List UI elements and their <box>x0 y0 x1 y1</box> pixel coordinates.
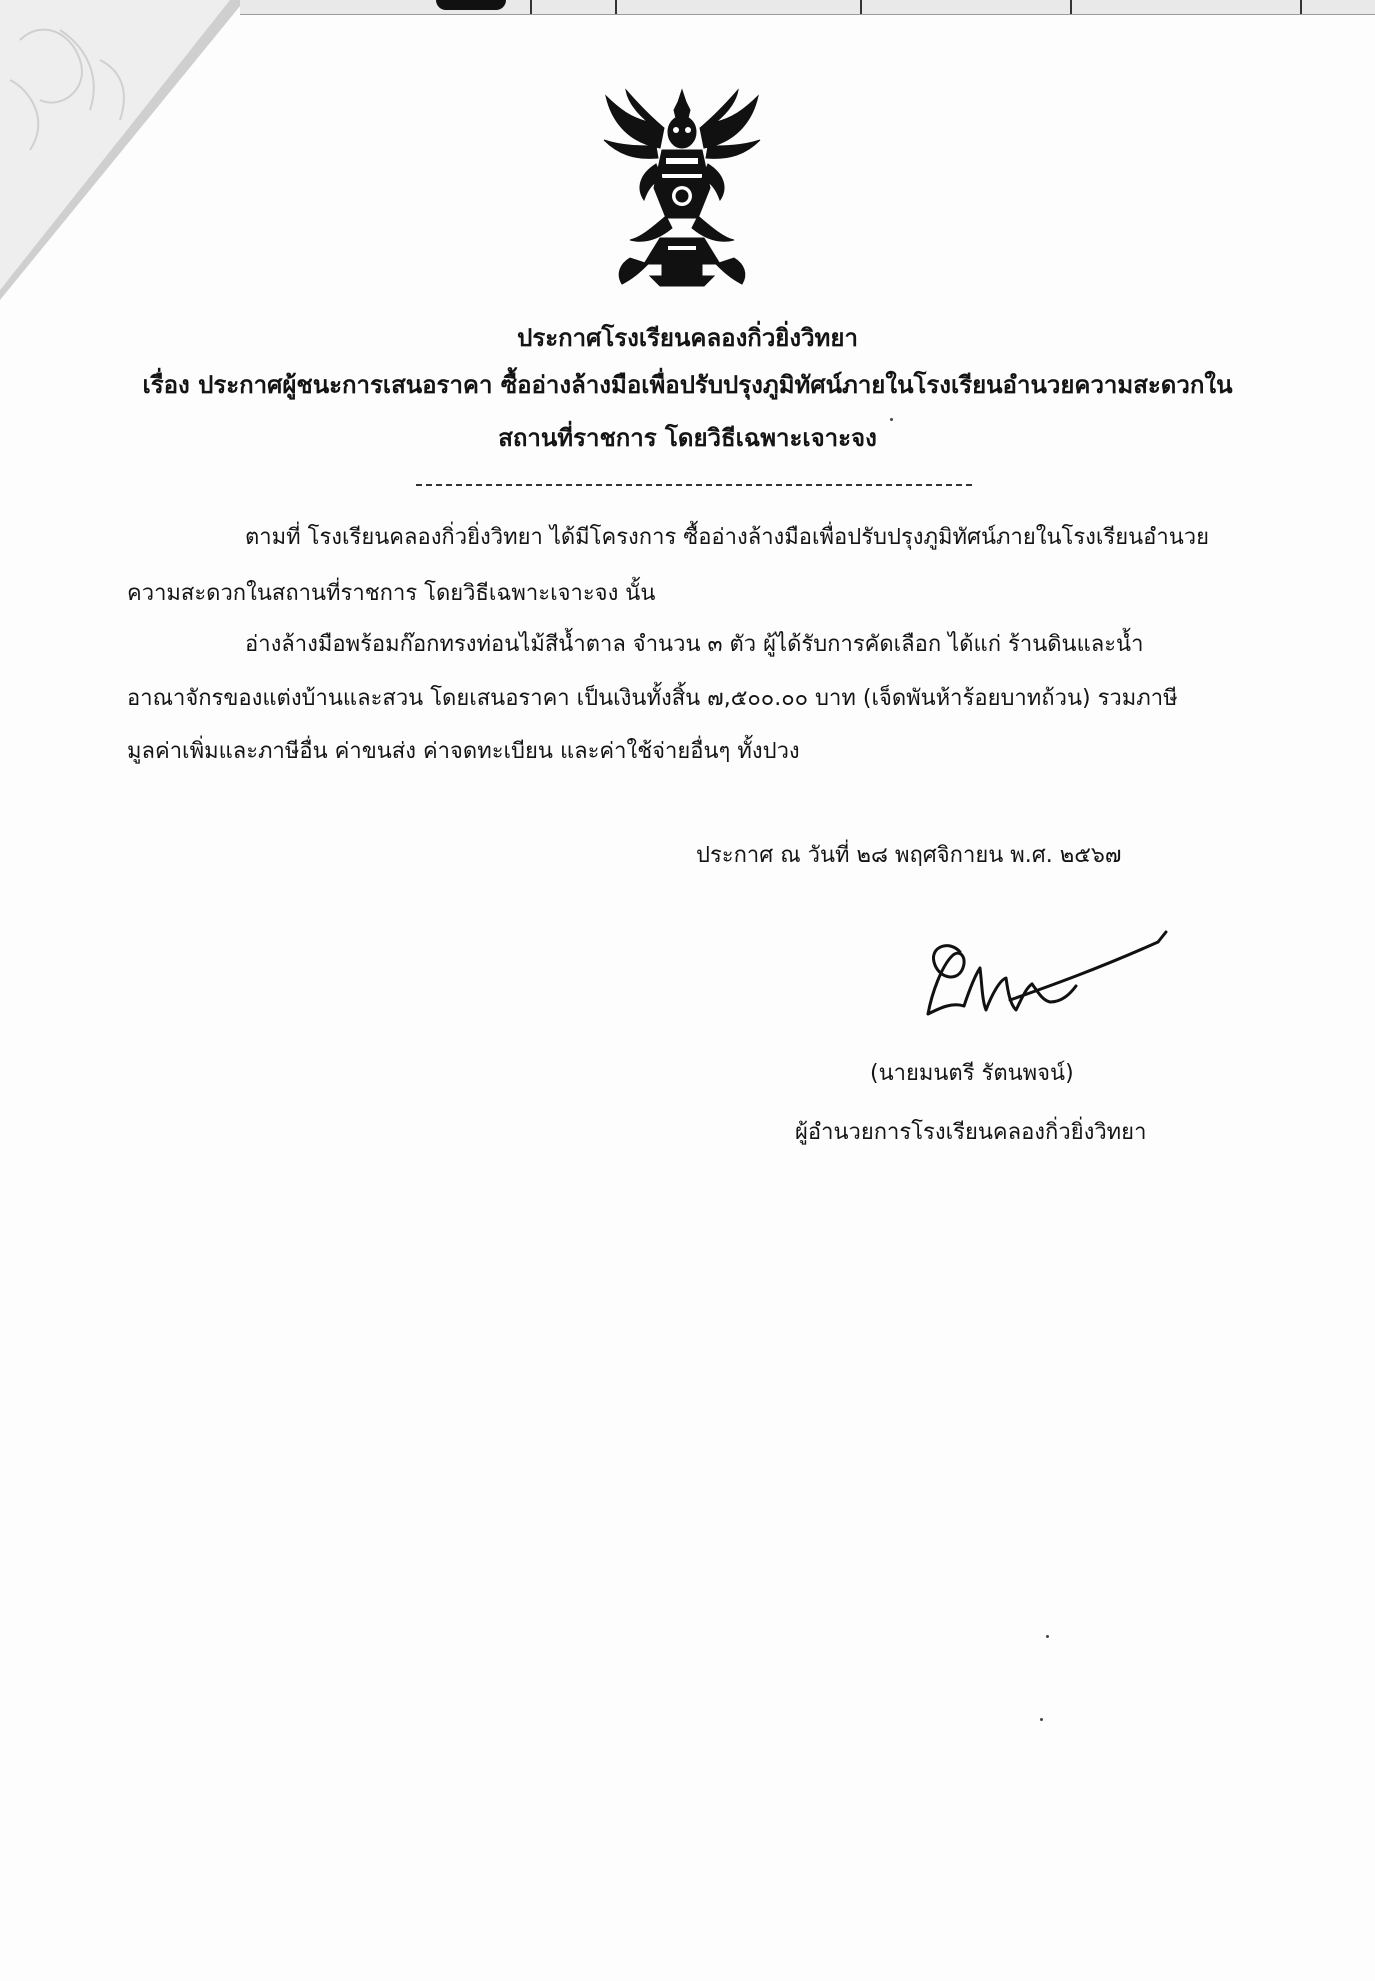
previous-page-strip <box>240 0 1375 15</box>
paragraph-2-line-1: อ่างล้างมือพร้อมก๊อกทรงท่อนไม้สีน้ำตาล จำนวน ๓ ตัว ผู้ได้รับการคัดเลือก ได้แก่ ร้านดินและน้ำ <box>245 632 1144 657</box>
signer-name: (นายมนตรี รัตนพจน์) <box>870 1061 1074 1086</box>
title-divider <box>416 484 972 486</box>
document-subject: เรื่อง ประกาศผู้ชนะการเสนอราคา ซื้ออ่างล้างมือเพื่อปรับปรุงภูมิทัศน์ภายในโรงเรียนอำนวยความสะดวกใน <box>142 371 1233 399</box>
garuda-emblem-icon <box>600 88 765 288</box>
scan-speck <box>890 418 893 421</box>
document-subject-continued: สถานที่ราชการ โดยวิธีเฉพาะเจาะจง <box>498 424 877 452</box>
paragraph-1-line-2: ความสะดวกในสถานที่ราชการ โดยวิธีเฉพาะเจาะจง นั้น <box>127 581 656 606</box>
paragraph-1-line-1: ตามที่ โรงเรียนคลองกิ่วยิ่งวิทยา ได้มีโครงการ ซื้ออ่างล้างมือเพื่อปรับปรุงภูมิทัศน์ภายในโรงเรียนอำนวย <box>245 525 1210 550</box>
scan-speck <box>1046 1635 1049 1638</box>
paragraph-2-line-2: อาณาจักรของแต่งบ้านและสวน โดยเสนอราคา เป็นเงินทั้งสิ้น ๗,๕๐๐.๐๐ บาท (เจ็ดพันห้าร้อยบาทถ้วน) รวมภาษี <box>127 686 1178 711</box>
scan-speck <box>1040 1718 1043 1721</box>
document-title: ประกาศโรงเรียนคลองกิ่วยิ่งวิทยา <box>517 324 858 352</box>
announcement-date: ประกาศ ณ วันที่ ๒๘ พฤศจิกายน พ.ศ. ๒๕๖๗ <box>696 843 1122 868</box>
folded-corner-decoration <box>0 0 330 300</box>
paragraph-2-line-3: มูลค่าเพิ่มและภาษีอื่น ค่าขนส่ง ค่าจดทะเบียน และค่าใช้จ่ายอื่นๆ ทั้งปวง <box>127 739 800 764</box>
handwritten-signature <box>920 922 1170 1052</box>
signer-position: ผู้อำนวยการโรงเรียนคลองกิ่วยิ่งวิทยา <box>795 1120 1147 1145</box>
